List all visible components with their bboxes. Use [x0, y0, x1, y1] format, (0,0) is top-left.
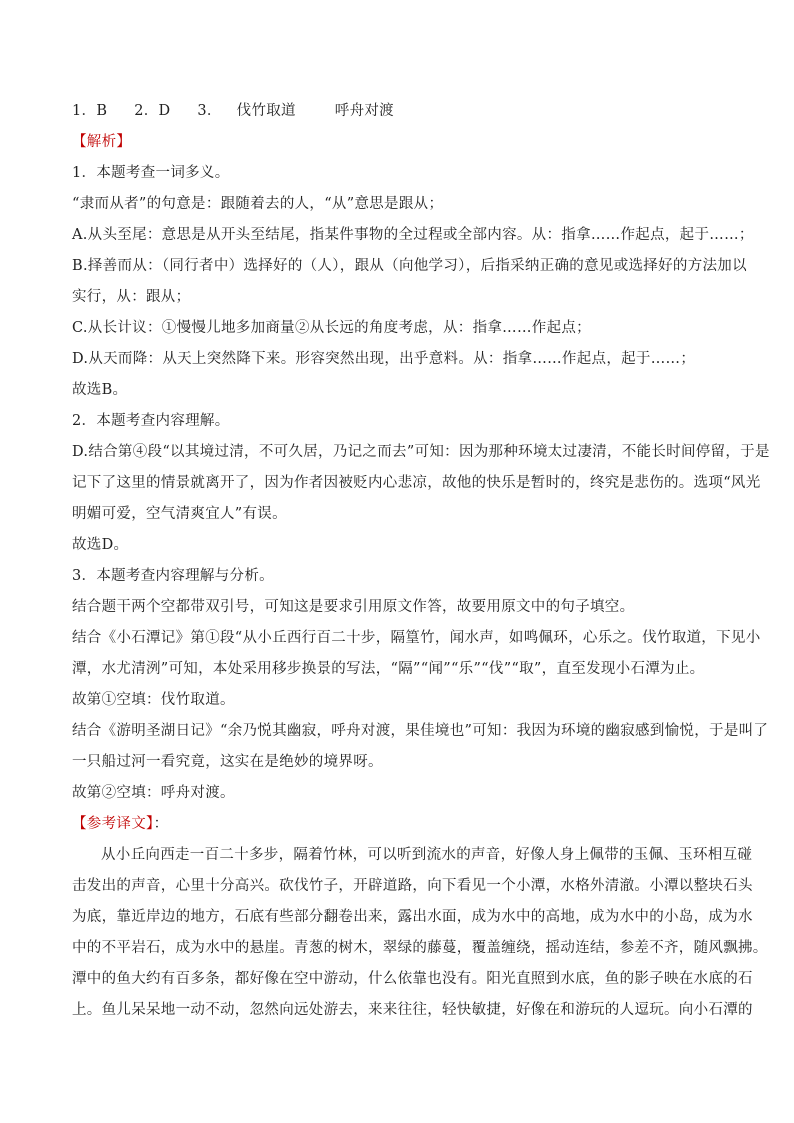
analysis-header: 【解析】 [72, 134, 132, 150]
translation-line: 从小丘向西走一百二十多步，隔着竹林，可以听到流水的声音，好像人身上佩带的玉佩、玉环相互碰 [101, 847, 753, 863]
analysis-line: A.从头至尾：意思是从开头至结尾，指某件事物的全过程或全部内容。从：指拿……作起点，起于……； [72, 227, 754, 243]
translation-header-row [72, 809, 714, 840]
analysis-line: 3．本题考查内容理解与分析。 [72, 568, 274, 584]
translation-line: 为底，靠近岸边的地方，石底有些部分翻卷出来，露出水面，成为水中的高地，成为水中的小岛，成为水 [72, 909, 753, 925]
translation-line: 潭中的鱼大约有百多条，都好像在空中游动，什么依靠也没有。阳光直照到水底，鱼的影子映在水底的石 [72, 971, 753, 987]
translation-line: 中的不平岩石，成为水中的悬崖。青葱的树木，翠绿的藤蔓，覆盖缠绕，摇动连结，参差不齐，随风飘拂。 [72, 940, 768, 956]
answer-1: 1．B [72, 103, 108, 119]
analysis-line: 实行，从：跟从； [72, 289, 191, 305]
analysis-line: 1．本题考查一词多义。 [72, 165, 230, 181]
analysis-line: 故选B。 [72, 382, 128, 398]
analysis-line: 故第②空填：呼舟对渡。 [72, 785, 235, 801]
analysis-line: B.择善而从：（同行者中）选择好的（人），跟从（向他学习），后指采纳正确的意见或选择好的方法加以 [72, 258, 747, 274]
translation-colon: ： [153, 816, 169, 832]
analysis-line: 记下了这里的情景就离开了，因为作者因被贬内心悲凉，故他的快乐是暂时的，终究是悲伤的。选项“风光 [72, 475, 761, 491]
analysis-line: C.从长计议：①慢慢儿地多加商量②从长远的角度考虑，从：指拿……作起点； [72, 320, 591, 336]
analysis-line: 结合《游明圣湖日记》“余乃悦其幽寂，呼舟对渡，果佳境也”可知：我因为环境的幽寂感到愉悦，于是叫了 [72, 723, 769, 739]
answer-2: 2．D [134, 103, 171, 119]
analysis-line: D.结合第④段“以其境过清，不可久居，乃记之而去”可知：因为那种环境太过凄清，不能长时间停留，于是 [72, 444, 770, 460]
translation-header: 【参考译文】 [72, 816, 154, 832]
analysis-line: 明媚可爱，空气清爽宜人”有误。 [72, 506, 287, 522]
analysis-line: 故选D。 [72, 537, 129, 553]
analysis-line: 结合题干两个空都带双引号，可知这是要求引用原文作答，故要用原文中的句子填空。 [72, 599, 635, 615]
answer-3-blank-2: 呼舟对渡 [334, 103, 394, 119]
answer-3-blank-1: 伐竹取道 [236, 103, 296, 119]
analysis-line: 潭，水尤清洌”可知，本处采用移步换景的写法，“隔”“闻”“乐”“伐”“取”，直至发现小石潭为止。 [72, 661, 705, 677]
analysis-line: 结合《小石潭记》第①段“从小丘西行百二十步，隔篁竹，闻水声，如鸣佩环，心乐之。伐竹取道，下见小 [72, 630, 761, 646]
translation-line: 击发出的声音，心里十分高兴。砍伐竹子，开辟道路，向下看见一个小潭，水格外清澈。小潭以整块石头 [72, 878, 753, 894]
analysis-line: D.从天而降：从天上突然降下来。形容突然出现，出乎意料。从：指拿……作起点，起于……； [72, 351, 696, 367]
analysis-line: “隶而从者”的句意是：跟随着去的人，“从”意思是跟从； [72, 196, 444, 212]
answer-key [72, 96, 714, 127]
analysis-line: 一只船过河一看究竟，这实在是绝妙的境界呀。 [72, 754, 383, 770]
analysis-line: 2．本题考查内容理解。 [72, 413, 230, 429]
answer-3-label: 3． [197, 103, 222, 119]
analysis-line: 故第①空填：伐竹取道。 [72, 692, 235, 708]
translation-line: 上。鱼儿呆呆地一动不动，忽然向远处游去，来来往往，轻快敏捷，好像在和游玩的人逗玩。向小石潭的 [72, 1002, 753, 1018]
